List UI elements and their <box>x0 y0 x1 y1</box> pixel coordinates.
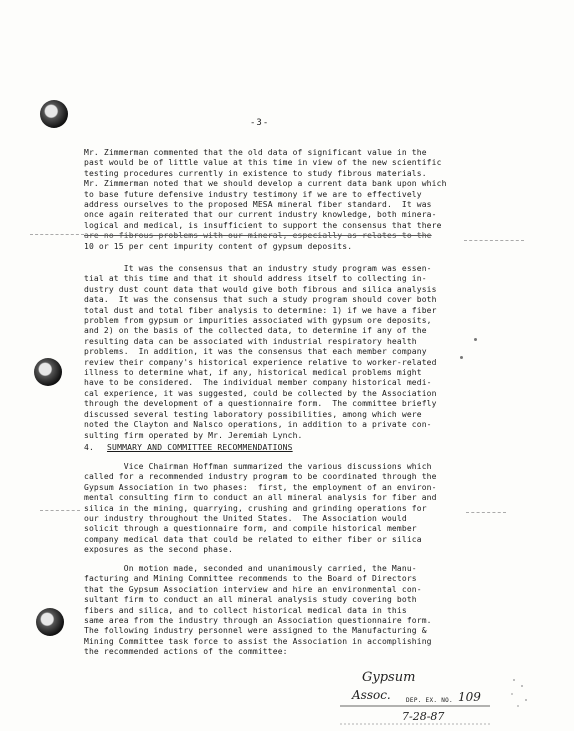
text-line: The following industry personnel were assigned to the Manufacturing & <box>84 626 427 636</box>
stamp-underline <box>340 670 490 728</box>
text-line: 10 or 15 per cent impurity content of gypsum deposits. <box>84 241 353 251</box>
text-line: discussed several testing laboratory possibilities, among which were <box>84 409 422 419</box>
margin-smudge <box>504 672 544 712</box>
text-line: total dust and total fiber analysis to determine: 1) if we have a fiber <box>84 305 437 315</box>
deposition-exhibit-stamp <box>340 670 490 728</box>
text-line: once again reiterated that our current industry knowledge, both minera- <box>84 210 437 220</box>
text-line: On motion made, seconded and unanimously carried, the Manu- <box>84 564 417 573</box>
text-line: have to be considered. The individual member company historical medi- <box>84 378 432 388</box>
text-line: our industry throughout the United States. The Association would <box>84 514 407 524</box>
text-line: past would be of little value at this time in view of the new scientific <box>84 158 442 168</box>
section-heading <box>84 443 293 452</box>
paragraph-consensus <box>84 264 464 441</box>
text-line: data. It was the consensus that such a study program should cover both <box>84 295 437 305</box>
paragraph-hoffman-summary <box>84 462 464 556</box>
text-line: and 2) on the basis of the collected data, to determine if any of the <box>84 326 427 336</box>
text-line: Gypsum Association in two phases: first, the employment of an environ- <box>84 482 437 492</box>
text-line: resulting data can be associated with industrial respiratory health <box>84 336 417 346</box>
text-line: sulting firm operated by Mr. Jeremiah Lynch. <box>84 430 303 440</box>
text-line: It was the consensus that an industry study program was essen- <box>84 264 432 273</box>
text-line: fibers and silica, and to collect historical medical data in this <box>84 605 407 615</box>
text-line: exposures as the second phase. <box>84 545 233 555</box>
dotted-rule <box>466 512 506 513</box>
text-line: same area from the industry through an Association questionnaire form. <box>84 616 432 626</box>
handwritten-date: 7-28-87 <box>402 710 445 723</box>
dep-ex-label: DEP. EX. NO. <box>406 697 453 704</box>
punch-hole-bottom <box>36 608 64 636</box>
scan-speck <box>474 338 477 341</box>
text-line: called for a recommended industry program to be coordinated through the <box>84 472 437 482</box>
text-line: solicit through a questionnaire form, and compile historical member <box>84 524 417 534</box>
text-line: silica in the mining, quarrying, crushing and grinding operations for <box>84 503 427 513</box>
text-line: that the Gypsum Association interview and hire an environmental con- <box>84 584 422 594</box>
text-line: noted the Clayton and Nalsco operations, in addition to a private con- <box>84 420 432 430</box>
text-line: problems. In addition, it was the consensus that each member company <box>84 347 427 357</box>
punch-hole-top <box>40 100 68 128</box>
text-line: mental consulting firm to conduct an all mineral analysis for fiber and <box>84 493 437 503</box>
punch-hole-middle <box>34 358 62 386</box>
text-line: dustry dust count data that would give both fibrous and silica analysis <box>84 284 437 294</box>
text-line: tial at this time and that it should address itself to collecting in- <box>84 274 427 284</box>
dotted-rule <box>40 510 80 511</box>
text-line: illness to determine what, if any, historical medical problems might <box>84 368 422 378</box>
dep-ex-number: 109 <box>458 690 481 704</box>
section-title: SUMMARY AND COMMITTEE RECOMMENDATIONS <box>107 443 293 452</box>
text-line: logical and medical, is insufficient to support the consensus that there <box>84 220 442 230</box>
dotted-rule <box>30 234 84 235</box>
text-line: problem from gypsum or impurities associated with gypsum ore deposits, <box>84 316 432 326</box>
text-line: sultant firm to conduct an all mineral analysis study covering both <box>84 595 417 605</box>
text-line: through the development of a questionnaire form. The committee briefly <box>84 399 437 409</box>
scan-speck <box>460 356 463 359</box>
text-line: the recommended actions of the committee: <box>84 647 288 657</box>
paragraph-motion <box>84 564 464 658</box>
text-line: testing procedures currently in existence to study fibrous materials. <box>84 168 427 178</box>
text-line: review their company's historical experience relative to worker-related <box>84 357 437 367</box>
paragraph-zimmerman <box>84 148 464 252</box>
dotted-rule <box>464 240 524 241</box>
handwritten-gypsum: Gypsum <box>362 670 416 685</box>
text-line: Mining Committee task force to assist the Association in accomplishing <box>84 636 432 646</box>
struck-text-line: are no fibrous problems with our mineral, especially as relates to the <box>84 231 432 241</box>
section-number: 4. <box>84 443 95 452</box>
handwritten-assoc: Assoc. <box>352 688 391 702</box>
page-number: -3- <box>250 118 270 128</box>
text-line: to base future defensive industry testimony if we are to effectively <box>84 189 422 199</box>
text-line: Vice Chairman Hoffman summarized the various discussions which <box>84 462 432 471</box>
text-line: address ourselves to the proposed MESA mineral fiber standard. It was <box>84 200 432 210</box>
text-line: facturing and Mining Committee recommends to the Board of Directors <box>84 574 417 584</box>
text-line: company medical data that could be related to either fiber or silica <box>84 534 422 544</box>
text-line: Mr. Zimmerman commented that the old data of significant value in the <box>84 148 427 157</box>
text-line: Mr. Zimmerman noted that we should develop a current data bank upon which <box>84 179 447 189</box>
text-line: cal experience, it was suggested, could be collected by the Association <box>84 388 437 398</box>
